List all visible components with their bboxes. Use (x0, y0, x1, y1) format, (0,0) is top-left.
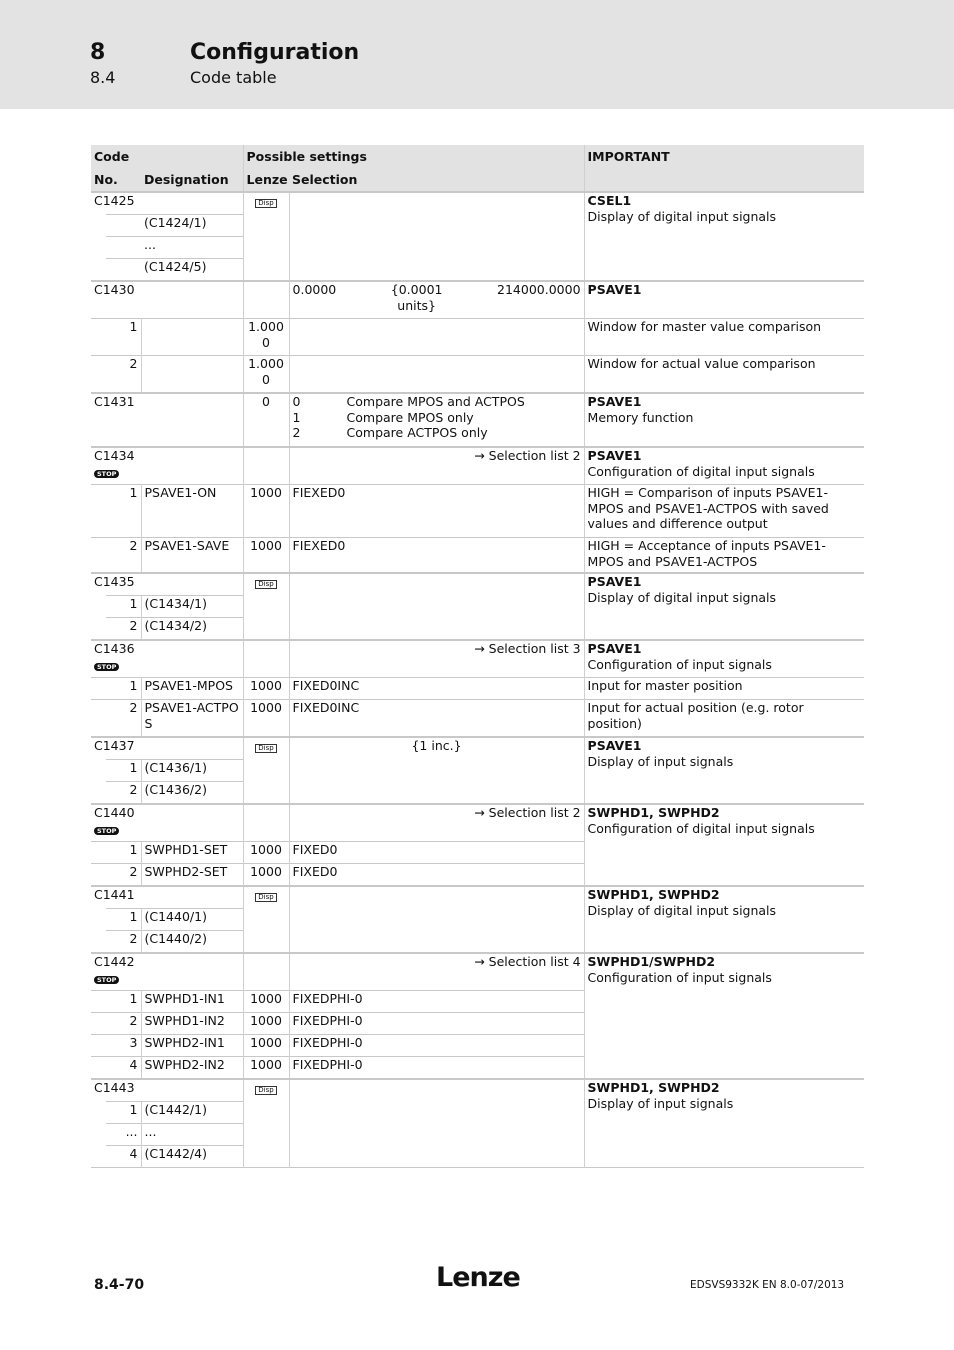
header-designation: Designation (141, 168, 243, 192)
lenze-value: 1000 (243, 1035, 289, 1057)
selection-increment: {0.0001 units} (390, 282, 443, 313)
lenze-value: 1000 (243, 1057, 289, 1080)
important-text: Display of digital input signals (587, 589, 777, 605)
header-lenze: Lenze (243, 168, 289, 192)
section-title: Code table (190, 68, 277, 87)
designation-cell: (C1442/4) (141, 1146, 243, 1168)
designation-cell: PSAVE1-SAVE (141, 538, 243, 574)
subcode-no: 2 (129, 538, 138, 553)
table-row (91, 447, 864, 485)
chapter-number: 8 (90, 40, 106, 65)
selection-option: 1 Compare MPOS only (292, 409, 474, 425)
lenze-value: 1000 (243, 538, 289, 574)
subcode-no: ... (106, 1124, 141, 1146)
lenze-logo: Lenze (436, 1262, 520, 1293)
selection-value: FIXEDPHI-0 (289, 1035, 584, 1057)
subcode-no: 1 (129, 842, 138, 857)
important-text: Configuration of digital input signals (587, 463, 815, 479)
selection-value: FIEXED0 (289, 485, 584, 538)
selection-max: 214000.0000 (497, 282, 581, 297)
important-text: Configuration of digital input signals (587, 820, 815, 836)
subcode-no: 1 (129, 678, 138, 693)
designation-cell: (C1436/1) (141, 760, 243, 782)
header-code: Code (91, 145, 243, 168)
important-title: PSAVE1 (584, 281, 864, 319)
header-selection: Selection (289, 168, 584, 192)
code-cell: C1436 (94, 641, 135, 656)
lenze-value: 1.0000 (243, 319, 289, 356)
important-text: Configuration of input signals (587, 969, 772, 985)
designation-cell: SWPHD2-IN1 (141, 1035, 243, 1057)
designation-cell: PSAVE1-MPOS (141, 678, 243, 700)
important-title: PSAVE1 (587, 641, 642, 656)
important-text: Configuration of input signals (587, 656, 772, 672)
subcode-no: 1 (106, 909, 141, 931)
subcode-no: 1 (129, 485, 138, 500)
section-number: 8.4 (90, 68, 116, 87)
selection-value: FIXED0 (289, 864, 584, 887)
table-row (91, 356, 864, 394)
code-cell: C1443 (94, 1080, 135, 1095)
table-row (91, 485, 864, 538)
designation-cell: (C1440/2) (141, 931, 243, 954)
disp-icon: Disp (255, 580, 276, 589)
code-table (91, 145, 864, 1168)
important-title: PSAVE1 (587, 738, 642, 753)
important-text: Input for master position (584, 678, 864, 700)
important-text: Display of digital input signals (587, 902, 777, 918)
chapter-title: Configuration (190, 40, 360, 65)
selection-increment: {1 inc.} (289, 737, 584, 804)
selection-value: FIXED0INC (289, 700, 584, 738)
selection-list: → Selection list 2 (289, 447, 584, 485)
selection-option: 0 Compare MPOS and ACTPOS (292, 394, 525, 409)
designation-cell: (C1442/1) (141, 1102, 243, 1124)
selection-value: FIXEDPHI-0 (289, 1013, 584, 1035)
designation-cell: SWPHD1-IN1 (141, 991, 243, 1013)
stop-icon: STOP (94, 827, 119, 835)
disp-icon: Disp (255, 1086, 276, 1095)
stop-icon: STOP (94, 976, 119, 984)
code-cell: C1430 (94, 282, 135, 297)
lenze-value: 1.0000 (243, 356, 289, 394)
page-number: 8.4-70 (94, 1277, 145, 1293)
subcode-no: 2 (129, 356, 138, 371)
table-row (91, 281, 864, 319)
selection-value: FIXEDPHI-0 (289, 991, 584, 1013)
table-row (91, 393, 864, 447)
stop-icon: STOP (94, 663, 119, 671)
selection-value: FIXED0INC (289, 678, 584, 700)
table-row (91, 737, 864, 760)
subcode-no: 2 (106, 931, 141, 954)
important-text: Window for actual value comparison (584, 356, 864, 394)
code-cell: C1442 (94, 954, 135, 969)
important-title: SWPHD1, SWPHD2 (587, 805, 720, 820)
code-cell: C1435 (94, 574, 135, 589)
designation-cell: ... (141, 1124, 243, 1146)
important-title: PSAVE1 (587, 394, 642, 409)
important-text: Input for actual position (e.g. rotor position) (584, 700, 864, 738)
designation-cell: SWPHD1-SET (141, 842, 243, 864)
table-row (91, 573, 864, 596)
important-text: Memory function (587, 409, 694, 425)
lenze-value: 1000 (243, 485, 289, 538)
important-title: SWPHD1, SWPHD2 (587, 887, 720, 902)
table-row (91, 804, 864, 842)
lenze-value: 0 (243, 393, 289, 447)
header-important: IMPORTANT (584, 145, 864, 192)
code-cell: C1425 (94, 193, 135, 208)
subcode-no: 1 (129, 991, 138, 1006)
selection-min: 0.0000 (292, 282, 337, 297)
important-text: HIGH = Comparison of inputs PSAVE1-MPOS and PSAVE1-ACTPOS with saved values and difference output (584, 485, 864, 538)
designation-cell: (C1434/2) (141, 618, 243, 641)
designation-cell: ... (141, 237, 243, 259)
header-possible-settings: Possible settings (243, 145, 584, 168)
subcode-no: 2 (106, 618, 141, 641)
designation-cell: (C1424/5) (141, 259, 243, 282)
subcode-no: 1 (129, 319, 138, 334)
important-text: HIGH = Acceptance of inputs PSAVE1-MPOS and PSAVE1-ACTPOS (584, 538, 864, 574)
subcode-no: 3 (129, 1035, 138, 1050)
designation-cell: (C1440/1) (141, 909, 243, 931)
selection-list: → Selection list 4 (289, 953, 584, 991)
code-cell: C1441 (94, 887, 135, 902)
important-title: CSEL1 (587, 193, 632, 208)
table-row (91, 953, 864, 991)
subcode-no: 1 (106, 760, 141, 782)
designation-cell: PSAVE1-ACTPOS (141, 700, 243, 738)
stop-icon: STOP (94, 470, 119, 478)
important-title: SWPHD1/SWPHD2 (587, 954, 716, 969)
document-id: EDSVS9332K EN 8.0-07/2013 (690, 1279, 845, 1291)
lenze-value: 1000 (243, 864, 289, 887)
lenze-value: 1000 (243, 1013, 289, 1035)
designation-cell: SWPHD1-IN2 (141, 1013, 243, 1035)
subcode-no: 2 (129, 700, 138, 715)
table-row (91, 640, 864, 678)
code-cell: C1431 (94, 394, 135, 409)
selection-option: 2 Compare ACTPOS only (292, 425, 488, 440)
selection-value: FIEXED0 (289, 538, 584, 574)
lenze-value: 1000 (243, 842, 289, 864)
code-cell: C1437 (94, 738, 135, 753)
designation-cell: SWPHD2-SET (141, 864, 243, 887)
subcode-no: 4 (129, 1057, 138, 1072)
subcode-no: 2 (106, 782, 141, 805)
lenze-value: 1000 (243, 991, 289, 1013)
important-title: PSAVE1 (587, 448, 642, 463)
lenze-value: 1000 (243, 700, 289, 738)
selection-value: FIXED0 (289, 842, 584, 864)
selection-list: → Selection list 2 (289, 804, 584, 842)
designation-cell: (C1436/2) (141, 782, 243, 805)
designation-cell: PSAVE1-ON (141, 485, 243, 538)
subcode-no: 4 (106, 1146, 141, 1168)
selection-value: FIXEDPHI-0 (289, 1057, 584, 1080)
code-cell: C1434 (94, 448, 135, 463)
lenze-value: 1000 (243, 678, 289, 700)
code-cell: C1440 (94, 805, 135, 820)
designation-cell: SWPHD2-IN2 (141, 1057, 243, 1080)
important-title: SWPHD1, SWPHD2 (587, 1080, 720, 1095)
disp-icon: Disp (255, 744, 276, 753)
designation-cell: (C1434/1) (141, 596, 243, 618)
designation-cell: (C1424/1) (141, 215, 243, 237)
table-row (91, 192, 864, 215)
important-text: Display of digital input signals (587, 208, 777, 224)
subcode-no: 2 (129, 1013, 138, 1028)
important-title: PSAVE1 (587, 574, 642, 589)
important-text: Display of input signals (587, 753, 734, 769)
important-text: Display of input signals (587, 1095, 734, 1111)
table-row (91, 1079, 864, 1102)
table-row (91, 538, 864, 574)
table-row (91, 319, 864, 356)
page-header (0, 0, 954, 109)
subcode-no: 2 (129, 864, 138, 879)
disp-icon: Disp (255, 199, 276, 208)
table-row (91, 678, 864, 700)
table-row (91, 700, 864, 738)
subcode-no: 1 (106, 596, 141, 618)
selection-list: → Selection list 3 (289, 640, 584, 678)
table-row (91, 886, 864, 909)
disp-icon: Disp (255, 893, 276, 902)
header-no: No. (91, 168, 141, 192)
important-text: Window for master value comparison (584, 319, 864, 356)
subcode-no: 1 (106, 1102, 141, 1124)
